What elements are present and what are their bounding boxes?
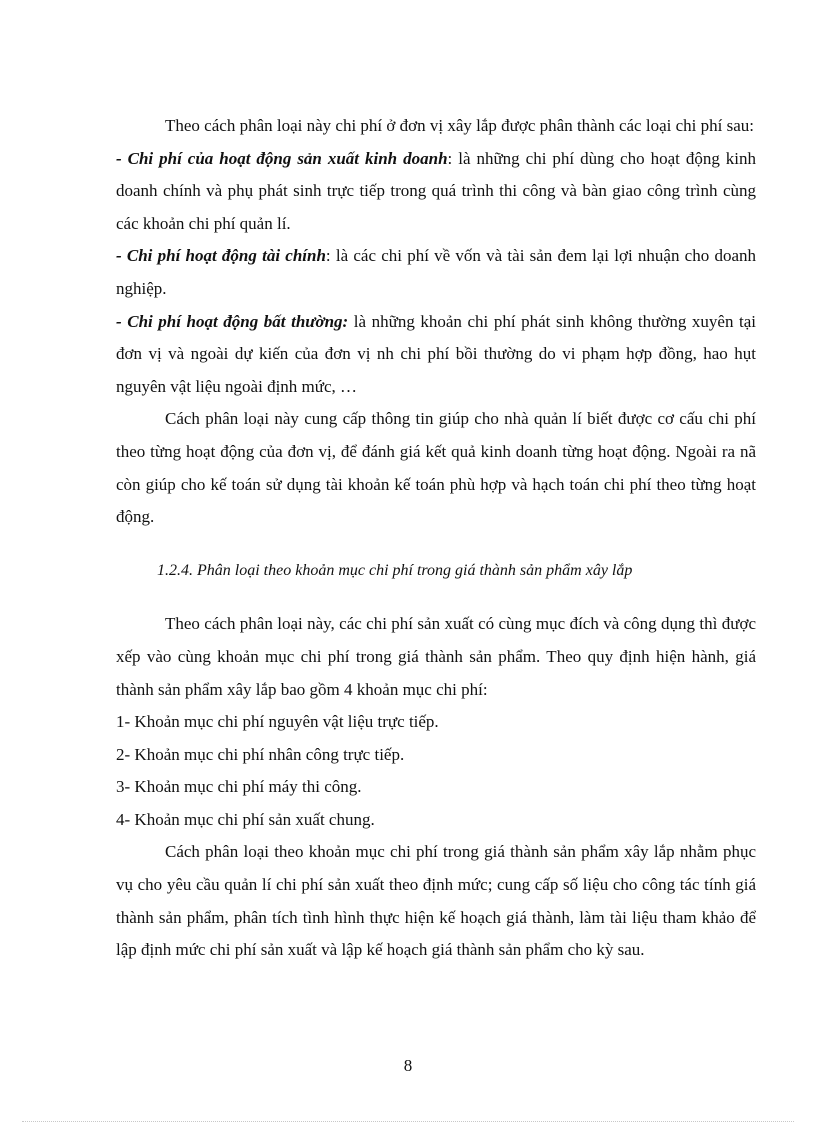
cost-type-description: : là những chi phí dùng cho hoạt động kinh doanh chính và phụ phát sinh trực tiếp trong quá trình thi công và bàn giao công trình cùng các khoản chi phí quản lí. (116, 148, 757, 233)
closing-paragraph: Cách phân loại theo khoản mục chi phí trong giá thành sản phẩm xây lắp nhằm phục vụ cho yêu cầu quản lí chi phí sản xuất theo định mức; cung cấp số liệu cho công tác tính giá thành sản phẩm, phân tích tình hình thực hiện kế hoạch giá thành, làm tài liệu tham khảo để lập định mức chi phí sản xuất và lập kế hoạch giá thành sản phẩm cho kỳ sau. (116, 842, 756, 960)
list-item: 1- Khoản mục chi phí nguyên vật liệu trực tiếp. (116, 712, 439, 732)
cost-type-description: : là các chi phí về vốn và tài sản đem lại lợi nhuận cho doanh nghiệp. (116, 246, 756, 298)
cost-type-label: - Chi phí hoạt động bất thường: (116, 311, 349, 331)
cost-type-label: - Chi phí của hoạt động sản xuất kinh doanh (116, 148, 448, 168)
summary-paragraph: Cách phân loại này cung cấp thông tin giúp cho nhà quản lí biết được cơ cấu chi phí theo từng hoạt động của đơn vị, để đánh giá kết quả kinh doanh từng hoạt động. Ngoài ra nã còn giúp cho kế toán sử dụng tài khoản kế toán phù hợp và hạch toán chi phí theo từng hoạt động. (116, 409, 756, 527)
cost-type-label: - Chi phí hoạt động tài chính (116, 246, 326, 266)
cost-type-description: là những khoản chi phí phát sinh không thường xuyên tại đơn vị và ngoài dự kiến của đơn vị nh chi phí bồi thường do vi phạm hợp đồng, hao hụt nguyên vật liệu ngoài định mức, … (116, 311, 757, 396)
cost-type-operating (116, 143, 756, 241)
body-text (116, 110, 756, 967)
intro-paragraph: Theo cách phân loại này chi phí ở đơn vị xây lắp được phân thành các loại chi phí sau: (165, 116, 754, 135)
list-item: 4- Khoản mục chi phí sản xuất chung. (116, 809, 375, 829)
list-item: 3- Khoản mục chi phí máy thi công. (116, 777, 362, 797)
page-number: 8 (403, 1056, 413, 1075)
list-item: 2- Khoản mục chi phí nhân công trực tiếp. (116, 744, 405, 764)
section-heading: 1.2.4. Phân loại theo khoản mục chi phí trong giá thành sản phẩm xây lắp (157, 561, 633, 579)
page-bottom-divider (22, 1121, 794, 1122)
cost-type-financial (116, 240, 756, 305)
cost-type-extraordinary (116, 306, 756, 404)
section-intro-paragraph: Theo cách phân loại này, các chi phí sản xuất có cùng mục đích và công dụng thì được xếp vào cùng khoản mục chi phí trong giá thành sản phẩm. Theo quy định hiện hành, giá thành sản phẩm xây lắp bao gồm 4 khoản mục chi phí: (116, 614, 756, 699)
